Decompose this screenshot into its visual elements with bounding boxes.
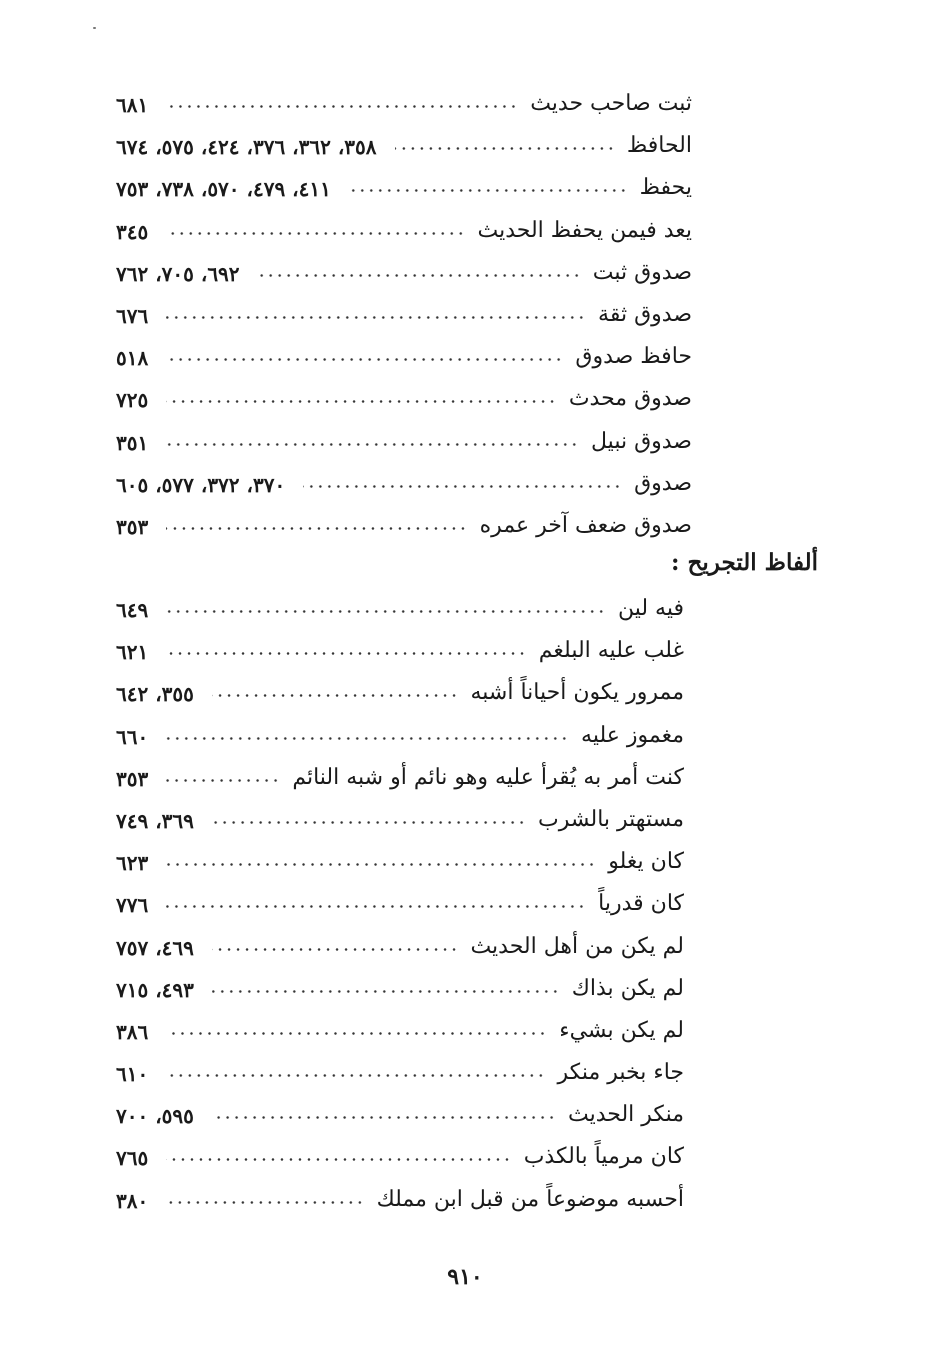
index-entry xyxy=(0,590,930,632)
leader-dots xyxy=(166,443,579,446)
index-entry xyxy=(0,85,930,127)
entry-pages: ٣٧٠، ٣٧٢، ٥٧٧، ٦٠٥ xyxy=(116,472,286,497)
entry-pages: ٦٤٩ xyxy=(116,598,149,622)
entry-pages: ٣٨٦ xyxy=(116,1019,149,1044)
leader-dots xyxy=(166,1074,545,1077)
entry-pages: ٣٤٥ xyxy=(116,219,149,244)
index-entry xyxy=(0,1096,930,1138)
leader-dots xyxy=(166,1158,511,1161)
leader-dots xyxy=(212,948,459,951)
entry-pages: ٧٧٦ xyxy=(116,893,149,918)
index-entry xyxy=(0,801,930,843)
leader-dots xyxy=(166,358,563,361)
index-entry xyxy=(0,1181,930,1223)
entry-term: ممرور يكون أحياناً أشبه xyxy=(470,680,684,706)
section-heading-jarh: ألفاظ التجريح : xyxy=(671,549,818,576)
leader-dots xyxy=(166,105,518,108)
entry-term: أحسبه موضوعاً من قبل ابن مملك xyxy=(376,1186,684,1212)
entry-pages: ٦٢٣ xyxy=(116,851,149,876)
section-jarh-terms xyxy=(0,590,930,1223)
entry-pages: ٦٧٦ xyxy=(116,303,149,328)
entry-term: صدوق محدث xyxy=(568,386,692,412)
entry-pages: ٣٦٩، ٧٤٩ xyxy=(116,808,194,833)
leader-dots xyxy=(395,147,615,150)
index-entry xyxy=(0,380,930,422)
index-entry xyxy=(0,507,930,549)
entry-pages: ٦١٠ xyxy=(116,1062,149,1087)
index-entry xyxy=(0,254,930,296)
index-entry xyxy=(0,1012,930,1054)
index-entry xyxy=(0,338,930,380)
leader-dots xyxy=(212,694,459,697)
entry-pages: ٣٥٨، ٣٦٢، ٣٧٦، ٤٢٤، ٥٧٥، ٦٧٤ xyxy=(116,135,377,160)
leader-dots xyxy=(166,400,557,403)
index-entry xyxy=(0,465,930,507)
entry-pages: ٦٩٢، ٧٠٥، ٧٦٢ xyxy=(116,261,240,286)
entry-term: الحافظ xyxy=(626,133,692,159)
entry-term: كنت أمر به يُقرأ عليه وهو نائم أو شبه النائم xyxy=(292,764,684,790)
index-entry xyxy=(0,632,930,674)
entry-term: صدوق ثبت xyxy=(592,259,692,285)
scan-speck xyxy=(93,27,96,29)
entry-term: منكر الحديث xyxy=(568,1102,684,1128)
entry-term: مغموز عليه xyxy=(581,722,684,748)
entry-pages: ٤٩٣، ٧١٥ xyxy=(116,977,194,1002)
index-entry xyxy=(0,928,930,970)
index-entry xyxy=(0,717,930,759)
entry-term: يحفظ xyxy=(639,175,692,201)
entry-pages: ٣٥١ xyxy=(116,430,149,455)
index-entry xyxy=(0,423,930,465)
leader-dots xyxy=(212,821,526,824)
page-number: ٩١٠ xyxy=(447,1264,483,1290)
leader-dots xyxy=(166,737,569,740)
entry-term: كان مرمياً بالكذب xyxy=(523,1144,684,1170)
entry-term: صدوق xyxy=(634,470,692,496)
leader-dots xyxy=(166,1032,547,1035)
entry-pages: ٥٩٥، ٧٠٠ xyxy=(116,1104,194,1129)
leader-dots xyxy=(258,274,581,277)
entry-pages: ٦٦٠ xyxy=(116,724,149,749)
entry-pages: ٤١١، ٤٧٩، ٥٧٠، ٧٣٨، ٧٥٣ xyxy=(116,177,331,202)
entry-term: يعد فيمن يحفظ الحديث xyxy=(477,217,692,243)
entry-term: كان يغلو xyxy=(608,849,684,875)
leader-dots xyxy=(212,1116,556,1119)
leader-dots xyxy=(212,990,560,993)
index-entry xyxy=(0,970,930,1012)
index-entry xyxy=(0,1138,930,1180)
index-entry xyxy=(0,843,930,885)
leader-dots xyxy=(166,1201,364,1204)
leader-dots xyxy=(166,652,527,655)
entry-term: ثبت صاحب حديث xyxy=(530,91,692,116)
entry-pages: ٣٨٠ xyxy=(116,1188,149,1213)
entry-pages: ٣٥٣ xyxy=(116,766,149,791)
index-entry xyxy=(0,212,930,254)
entry-term: جاء بخبر منكر xyxy=(557,1060,684,1086)
section-praise-terms xyxy=(0,85,930,549)
entry-term: صدوق ضعف آخر عمره xyxy=(479,512,692,538)
entry-pages: ٧٦٥ xyxy=(116,1146,149,1171)
entry-term: صدوق نبيل xyxy=(591,428,692,454)
entry-term: لم يكن بذاك xyxy=(571,975,684,1001)
entry-pages: ٧٢٥ xyxy=(116,388,149,413)
index-entry xyxy=(0,296,930,338)
entry-pages: ٦٢١ xyxy=(116,640,149,665)
leader-dots xyxy=(166,527,467,530)
entry-pages: ٣٥٥، ٦٤٢ xyxy=(116,682,194,707)
index-entry xyxy=(0,885,930,927)
leader-dots xyxy=(166,610,606,613)
leader-dots xyxy=(349,189,628,192)
entry-term: غلب عليه البلغم xyxy=(538,638,684,664)
index-entry xyxy=(0,674,930,716)
entry-term: مستهتر بالشرب xyxy=(538,806,684,832)
index-entry xyxy=(0,127,930,169)
entry-term: صدوق ثقة xyxy=(598,301,692,327)
leader-dots xyxy=(166,779,280,782)
index-entry xyxy=(0,169,930,211)
leader-dots xyxy=(166,905,586,908)
entry-pages: ٦٨١ xyxy=(116,93,149,117)
leader-dots xyxy=(166,232,465,235)
index-entry xyxy=(0,1054,930,1096)
leader-dots xyxy=(303,485,622,488)
entry-pages: ٤٦٩، ٧٥٧ xyxy=(116,935,194,960)
leader-dots xyxy=(166,863,596,866)
entry-pages: ٣٥٣ xyxy=(116,514,149,539)
entry-term: لم يكن بشيء xyxy=(559,1017,684,1043)
entry-term: لم يكن من أهل الحديث xyxy=(470,933,684,959)
entry-term: كان قدرياً xyxy=(598,891,684,917)
entry-pages: ٥١٨ xyxy=(116,346,149,371)
leader-dots xyxy=(166,316,586,319)
entry-term: حافظ صدوق xyxy=(575,344,692,370)
index-entry xyxy=(0,759,930,801)
entry-term: فيه لين xyxy=(617,596,684,621)
